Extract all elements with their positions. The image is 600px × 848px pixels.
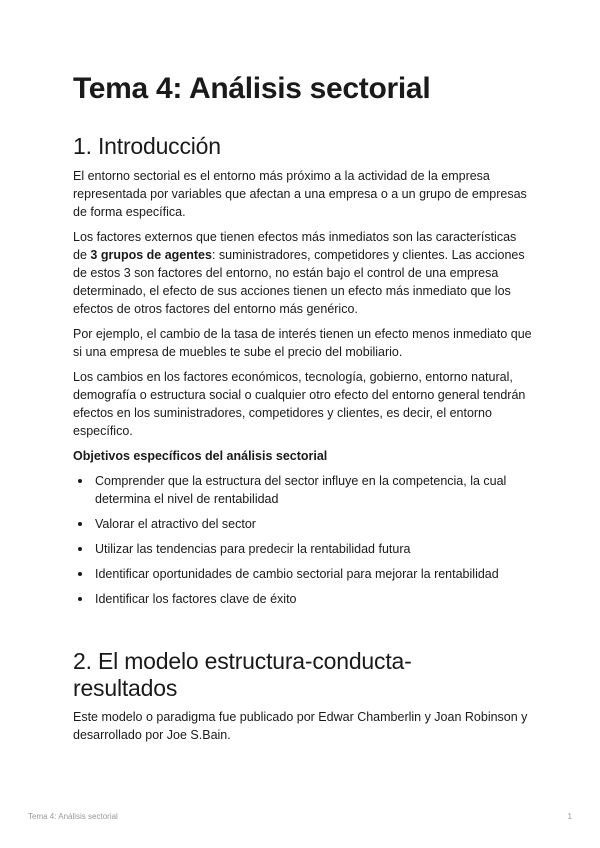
paragraph-text: : suministradores, competidores y clientes. Las acciones de estos 3 son factores del entorno, no están bajo el control de una empresa determinado, el efecto de sus acciones tienen un efecto más inmediato que los efectos de otros factores del entorno más genérico. xyxy=(73,248,525,316)
list-item: Identificar los factores clave de éxito xyxy=(73,590,533,608)
bold-text: 3 grupos de agentes xyxy=(90,248,212,262)
footer-title: Tema 4: Análisis sectorial xyxy=(28,812,118,821)
list-item: Identificar oportunidades de cambio sectorial para mejorar la rentabilidad xyxy=(73,565,533,583)
list-item: Utilizar las tendencias para predecir la rentabilidad futura xyxy=(73,540,533,558)
section-body-modelo xyxy=(73,708,533,744)
objectives-list xyxy=(73,472,533,608)
paragraph: Este modelo o paradigma fue publicado por Edwar Chamberlin y Joan Robinson y desarrollado por Joe S.Bain. xyxy=(73,710,528,742)
paragraph: Por ejemplo, el cambio de la tasa de interés tienen un efecto menos inmediato que si una empresa de muebles te sube el precio del mobiliario. xyxy=(73,327,532,359)
page-title: Tema 4: Análisis sectorial xyxy=(73,72,431,105)
page-number: 1 xyxy=(567,812,572,821)
list-item: Comprender que la estructura del sector influye en la competencia, la cual determina el nivel de rentabilidad xyxy=(73,472,533,508)
list-item: Valorar el atractivo del sector xyxy=(73,515,533,533)
paragraph xyxy=(73,228,533,318)
objectives-heading: Objetivos específicos del análisis sectorial xyxy=(73,449,328,463)
paragraph: Los cambios en los factores económicos, tecnología, gobierno, entorno natural, demografía o estructura social o cualquier otro efecto del entorno general tendrán efectos en los suministradores, competidores y clientes, es decir, el entorno específico. xyxy=(73,370,526,438)
section-heading-modelo: 2. El modelo estructura-conducta-resultados xyxy=(73,648,412,701)
paragraph-text: Los factores externos que tienen efectos más inmediatos son las características de xyxy=(73,230,517,262)
section-body-introduccion xyxy=(73,167,533,615)
section-heading-introduccion: 1. Introducción xyxy=(73,133,221,159)
paragraph: El entorno sectorial es el entorno más próximo a la actividad de la empresa representada por variables que afectan a una empresa o a un grupo de empresas de forma específica. xyxy=(73,169,527,219)
